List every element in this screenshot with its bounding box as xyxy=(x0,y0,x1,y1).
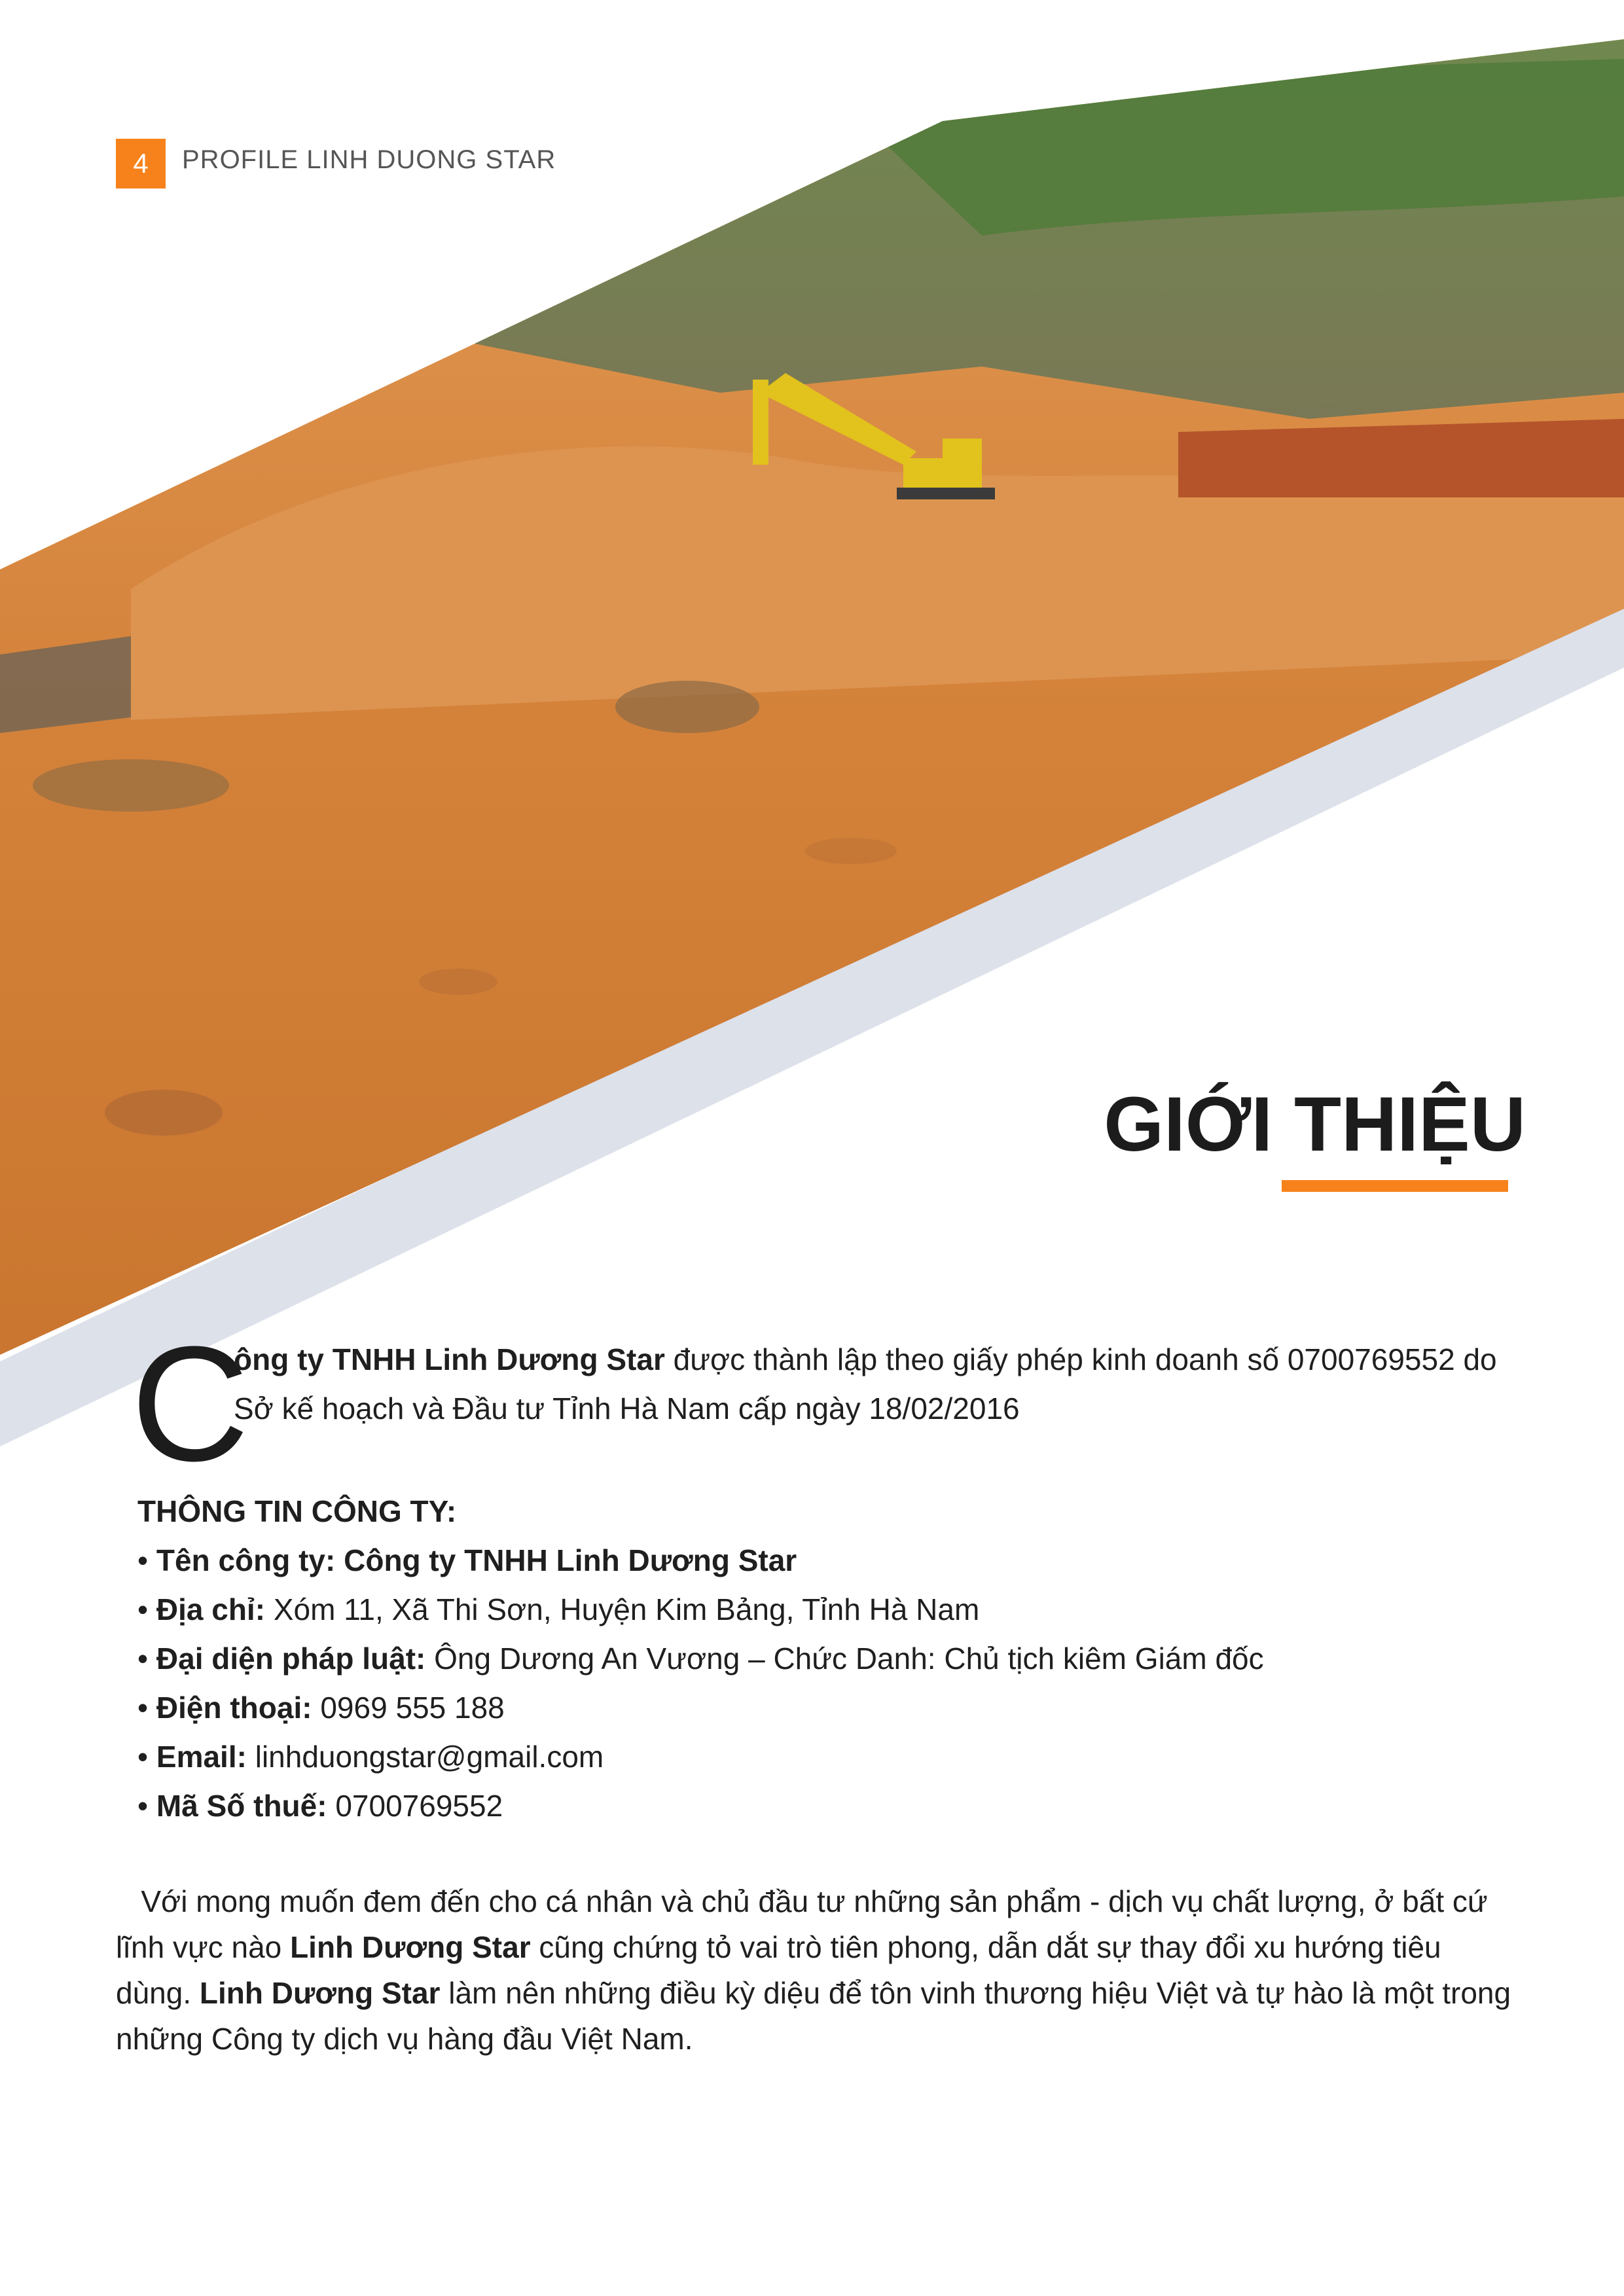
info-item xyxy=(137,1683,1512,1732)
para-part-1: Với mong muốn đem đến cho cá nhân và chủ đầu tư những sản phẩm - dịch vụ chất lượng, ở bất cứ lĩnh vực nào xyxy=(116,1884,1488,1964)
info-item xyxy=(137,1782,1512,1831)
page-number: 4 xyxy=(116,139,166,188)
intro-text: được thành lập theo giấy phép kinh doanh số 0700769552 do Sở kế hoạch và Đầu tư Tỉnh Hà Nam cấp ngày 18/02/2016 xyxy=(234,1342,1497,1426)
bullet: • xyxy=(137,1641,149,1676)
para-part-3: làm nên những điều kỳ diệu để tôn vinh thương hiệu Việt và tự hào là một trong những Công ty dịch vụ hàng đầu Việt Nam. xyxy=(116,1976,1511,2056)
info-value: 0700769552 xyxy=(327,1789,503,1823)
bullet: • xyxy=(137,1592,149,1626)
info-item xyxy=(137,1585,1512,1634)
info-label: Điện thoại: xyxy=(156,1691,312,1725)
info-label: Mã Số thuế: xyxy=(156,1789,327,1823)
section-title: GIỚI THIỆU xyxy=(1104,1081,1526,1168)
running-header: PROFILE LINH DUONG STAR xyxy=(182,145,556,174)
info-value: linhduongstar@gmail.com xyxy=(246,1740,604,1774)
info-value: Xóm 11, Xã Thi Sơn, Huyện Kim Bảng, Tỉnh Hà Nam xyxy=(265,1592,980,1626)
info-item xyxy=(137,1634,1512,1683)
company-name-bold: ông ty TNHH Linh Dương Star xyxy=(234,1342,665,1376)
info-value: Ông Dương An Vương – Chức Danh: Chủ tịch kiêm Giám đốc xyxy=(425,1641,1264,1676)
info-label: Tên công ty: xyxy=(156,1543,336,1577)
bullet: • xyxy=(137,1691,149,1725)
company-info-heading: THÔNG TIN CÔNG TY: xyxy=(137,1494,457,1528)
drop-cap: C xyxy=(131,1312,249,1495)
info-value: 0969 555 188 xyxy=(312,1691,505,1725)
bullet: • xyxy=(137,1543,149,1577)
info-label: Địa chỉ: xyxy=(156,1592,266,1626)
bullet: • xyxy=(137,1789,149,1823)
title-underline xyxy=(1282,1180,1508,1192)
brand-name: Linh Dương Star xyxy=(290,1930,531,1964)
info-label: Email: xyxy=(156,1740,247,1774)
brand-name: Linh Dương Star xyxy=(199,1976,441,2010)
info-item xyxy=(137,1732,1512,1782)
info-item xyxy=(137,1536,1512,1585)
para-part-2: cũng chứng tỏ vai trò tiên phong, dẫn dắt sự thay đổi xu hướng tiêu dùng. xyxy=(116,1930,1441,2010)
info-value: Công ty TNHH Linh Dương Star xyxy=(335,1543,797,1577)
info-label: Đại diện pháp luật: xyxy=(156,1641,426,1676)
bullet: • xyxy=(137,1740,149,1774)
mission-paragraph xyxy=(116,1878,1517,2062)
company-info xyxy=(137,1487,1512,1831)
